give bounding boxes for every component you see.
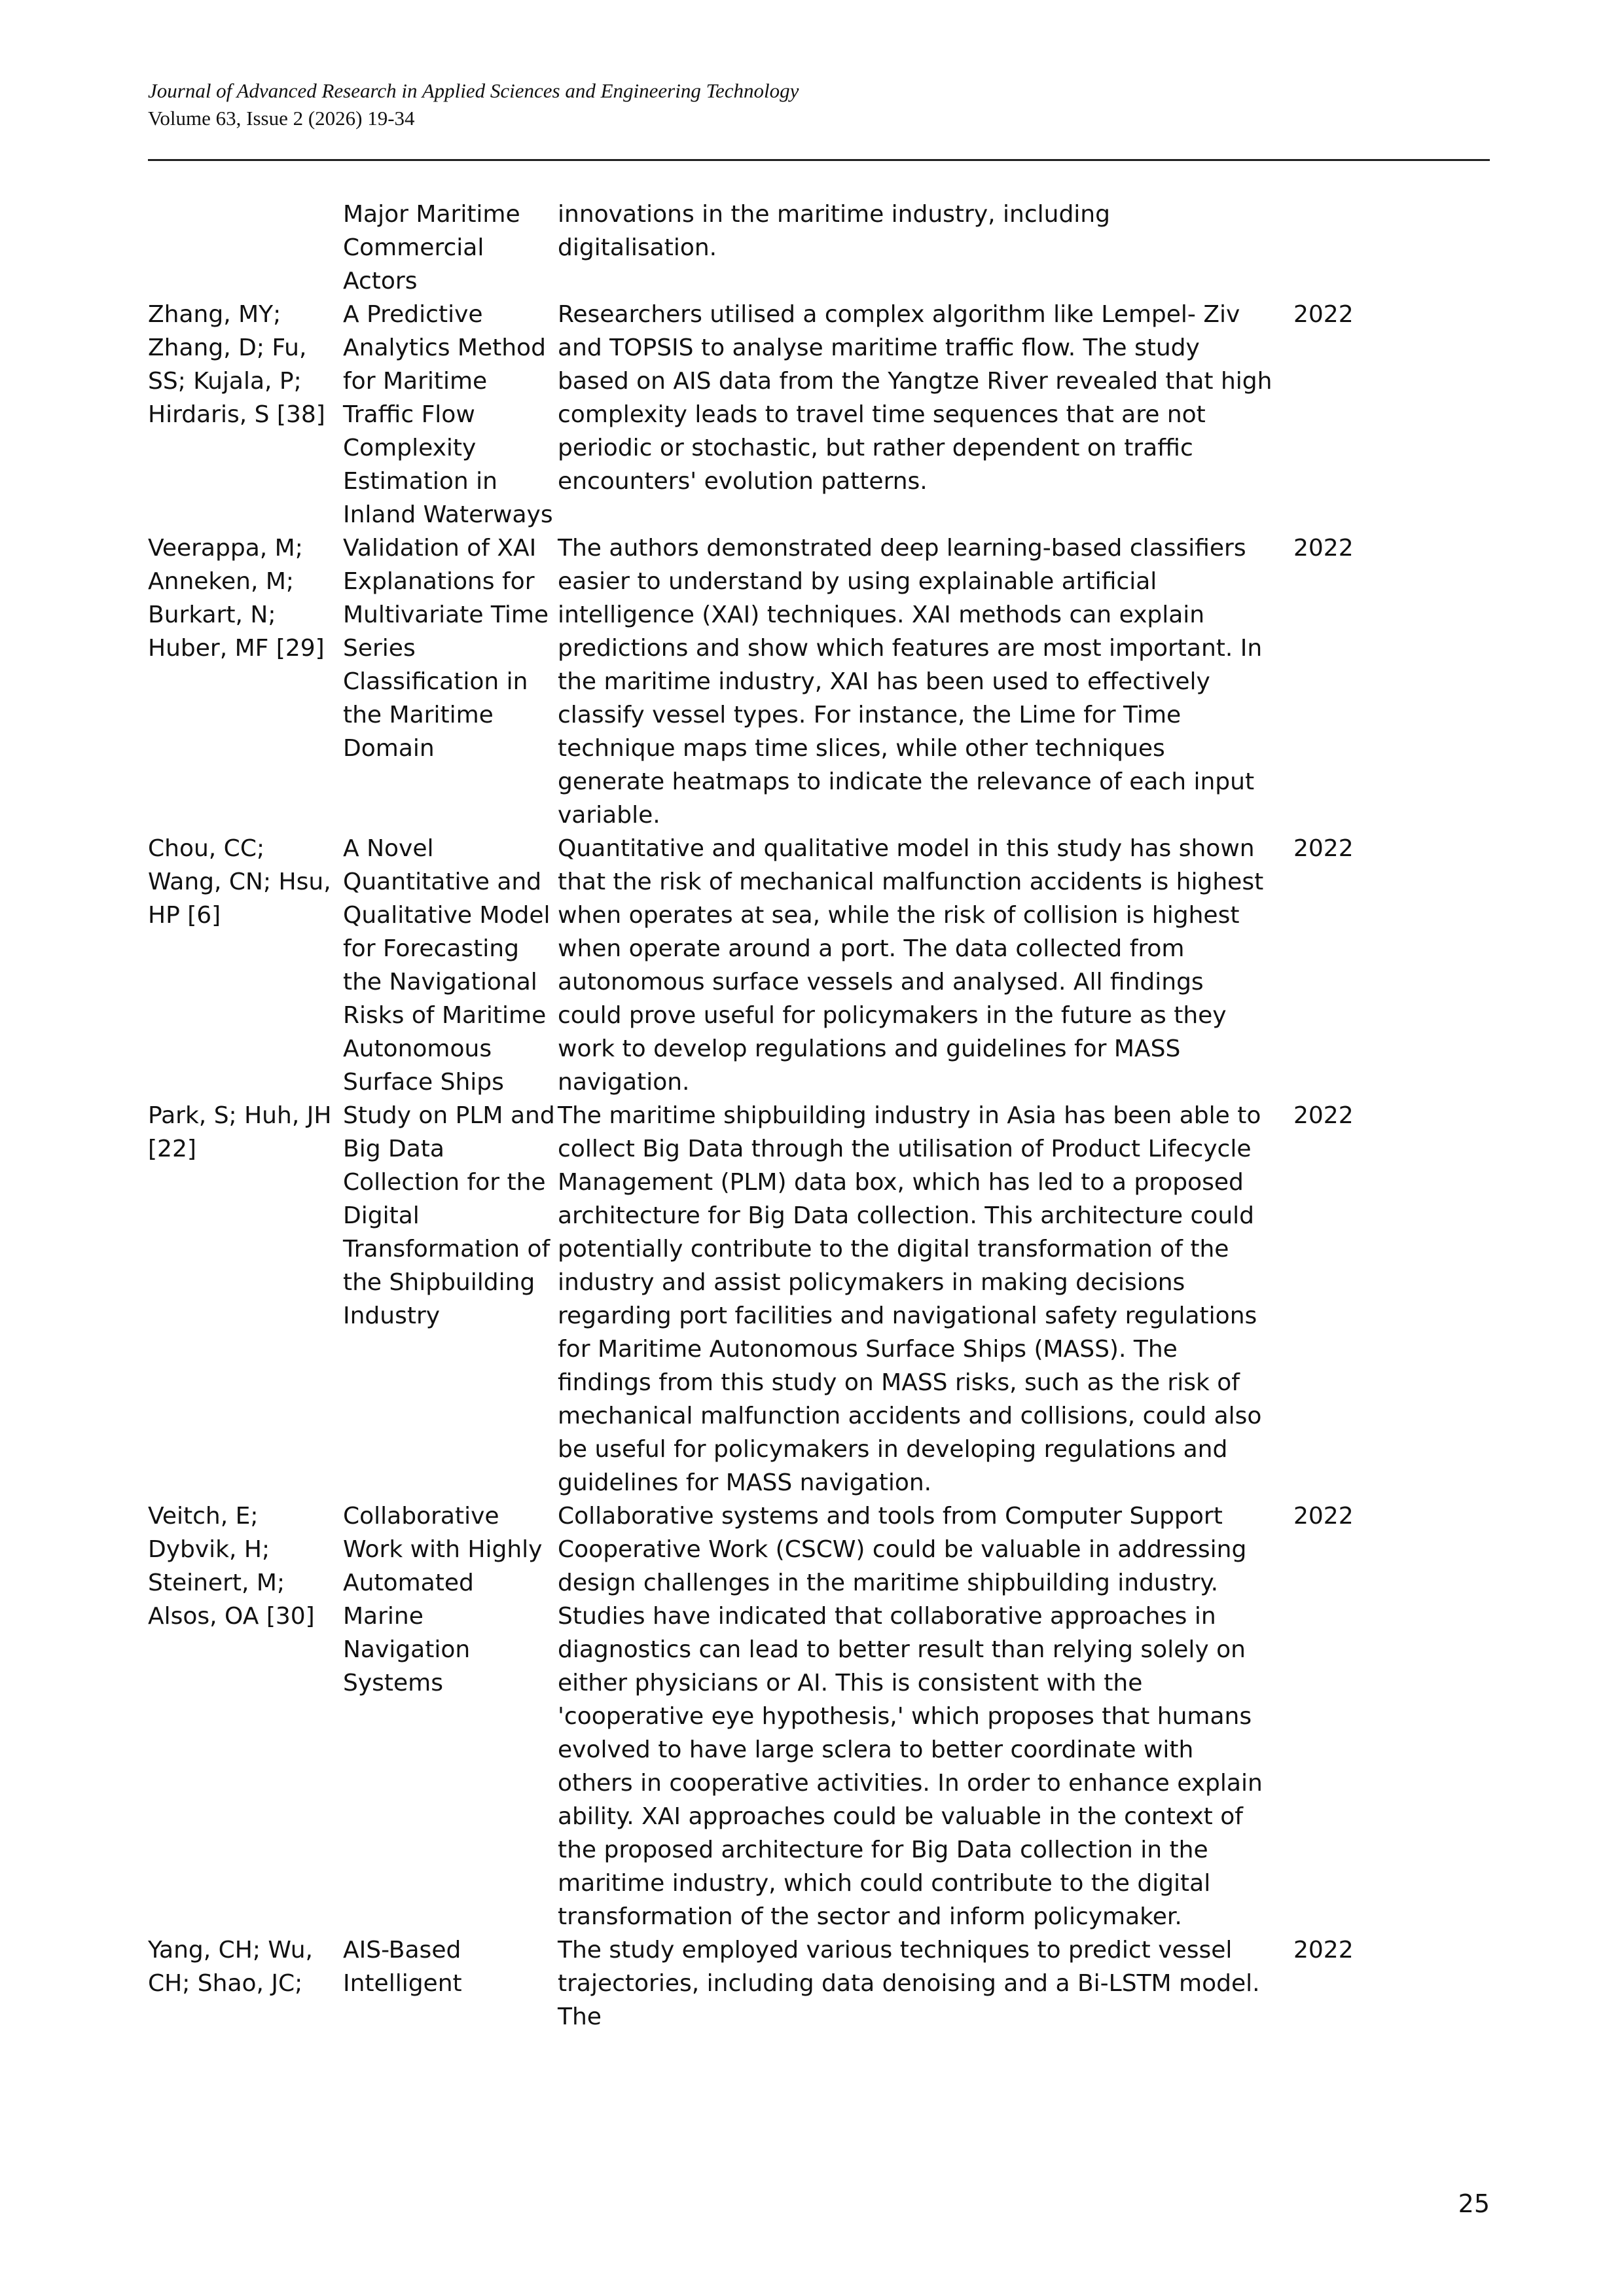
table-row [148, 1099, 1379, 1499]
title-cell: AIS-Based Intelligent [343, 1937, 462, 1997]
table-row [148, 198, 1379, 298]
title-cell: Collaborative Work with Highly Automated Marine Navigation Systems [343, 1503, 543, 1696]
summary-cell: innovations in the maritime industry, including digitalisation. [558, 201, 1110, 261]
running-header [148, 77, 1490, 132]
authors-cell: Yang, CH; Wu, CH; Shao, JC; [148, 1937, 313, 1997]
table-row [148, 1933, 1379, 2034]
title-cell: Major Maritime Commercial Actors [343, 201, 520, 295]
journal-title: Journal of Advanced Research in Applied Sciences and Engineering Technology [148, 79, 799, 102]
year-cell: 2022 [1293, 535, 1354, 562]
summary-cell: The authors demonstrated deep learning-based classifiers easier to understand by using explainable artificial intelligence (XAI) techniques. XAI methods can explain predictions and show which features are most important. In the maritime industry, XAI has been used to effectively classify vessel types. For instance, the Lime for Time technique maps time slices, while other techniques generate heatmaps to indicate the relevance of each input variable. [558, 535, 1263, 829]
authors-cell: Veerappa, M; Anneken, M; Burkart, N; Huber, MF [29] [148, 535, 325, 662]
authors-cell [148, 198, 343, 298]
summary-cell: The maritime shipbuilding industry in Asia has been able to collect Big Data through the utilisation of Product Lifecycle Management (PLM) data box, which has led to a proposed architecture for Big Data collection. This architecture could potentially contribute to the digital transformation of the industry and assist policymakers in making decisions regarding port facilities and navigational safety regulations for Maritime Autonomous Surface Ships (MASS). The findings from this study on MASS risks, such as the risk of mechanical malfunction accidents and collisions, could also be useful for policymakers in developing regulations and guidelines for MASS navigation. [558, 1102, 1262, 1496]
table-row [148, 832, 1379, 1099]
authors-cell: Chou, CC; Wang, CN; Hsu, HP [6] [148, 835, 331, 929]
year-cell: 2022 [1293, 301, 1354, 328]
title-cell: A Predictive Analytics Method for Maritime Traffic Flow Complexity Estimation in Inland Waterways [343, 301, 553, 528]
journal-volume: Volume 63, Issue 2 (2026) 19-34 [148, 107, 415, 130]
summary-cell: Researchers utilised a complex algorithm like Lempel- Ziv and TOPSIS to analyse maritime traffic flow. The study based on AIS data from the Yangtze River revealed that high complexity leads to travel time sequences that are not periodic or stochastic, but rather dependent on traffic encounters' evolution patterns. [558, 301, 1272, 495]
summary-cell: The study employed various techniques to predict vessel trajectories, including data denoising and a Bi-LSTM model. The [558, 1937, 1260, 2030]
title-cell: Validation of XAI Explanations for Multivariate Time Series Classification in the Maritime Domain [343, 535, 549, 762]
year-cell: 2022 [1293, 835, 1354, 862]
title-cell: A Novel Quantitative and Qualitative Model for Forecasting the Navigational Risks of Maritime Autonomous Surface Ships [343, 835, 550, 1096]
summary-cell: Quantitative and qualitative model in this study has shown that the risk of mechanical malfunction accidents is highest when operates at sea, while the risk of collision is highest when operate around a port. The data collected from autonomous surface vessels and analysed. All findings could prove useful for policymakers in the future as they work to develop regulations and guidelines for MASS navigation. [558, 835, 1264, 1096]
year-cell: 2022 [1293, 1937, 1354, 1964]
year-cell: 2022 [1293, 1503, 1354, 1530]
year-cell: 2022 [1293, 1102, 1354, 1129]
table-row [148, 1499, 1379, 1933]
header-divider [148, 159, 1490, 161]
summary-cell: Collaborative systems and tools from Computer Support Cooperative Work (CSCW) could be valuable in addressing design challenges in the maritime shipbuilding industry. Studies have indicated that collaborative approaches in diagnostics can lead to better result than relying solely on either physicians or AI. This is consistent with the 'cooperative eye hypothesis,' which proposes that humans evolved to have large sclera to better coordinate with others in cooperative activities. In order to enhance explain ability. XAI approaches could be valuable in the context of the proposed architecture for Big Data collection in the maritime industry, which could contribute to the digital transformation of the sector and inform policymaker. [558, 1503, 1263, 1930]
year-cell [1293, 198, 1379, 298]
table-row [148, 531, 1379, 832]
literature-review-table [148, 198, 1379, 2034]
authors-cell: Zhang, MY; Zhang, D; Fu, SS; Kujala, P; Hirdaris, S [38] [148, 301, 325, 428]
authors-cell: Veitch, E; Dybvik, H; Steinert, M; Alsos, OA [30] [148, 1503, 315, 1630]
table-row [148, 298, 1379, 531]
title-cell: Study on PLM and Big Data Collection for the Digital Transformation of the Shipbuilding Industry [343, 1102, 555, 1329]
authors-cell: Park, S; Huh, JH [22] [148, 1102, 332, 1162]
page-number: 25 [1458, 2189, 1490, 2218]
